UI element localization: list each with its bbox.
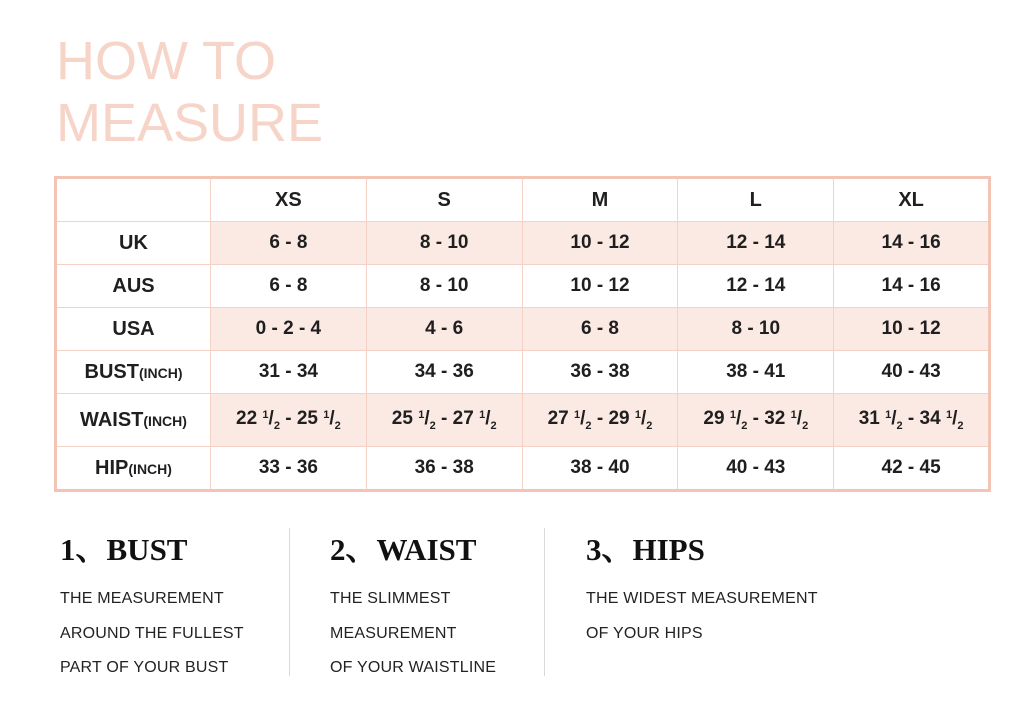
bust-m: 36 - 38 — [522, 351, 678, 394]
waist-range: 31 $^1/_2 - 34$ $^1/_2$ — [858, 408, 964, 432]
bust-l: 38 - 41 — [678, 351, 834, 394]
hips-guide — [586, 530, 818, 651]
row-label-uk: UK — [56, 222, 211, 265]
waist-guide-line: OF YOUR WAISTLINE — [330, 659, 497, 676]
size-header-s: S — [366, 178, 522, 222]
row-label-waist — [56, 394, 211, 447]
aus-xs: 6 - 8 — [211, 265, 367, 308]
hip-label: HIP — [95, 456, 129, 479]
bust-xs: 31 - 34 — [211, 351, 367, 394]
waist-range: 29 $^1/_2 - 32$ $^1/_2$ — [703, 408, 809, 432]
usa-xs: 0 - 2 - 4 — [211, 308, 367, 351]
bust-guide-heading: 1、BUST — [60, 532, 188, 567]
bust-guide-line: AROUND THE FULLEST — [60, 624, 244, 642]
waist-xl — [834, 394, 990, 447]
uk-xl: 14 - 16 — [834, 222, 990, 265]
waist-m — [522, 394, 678, 447]
row-usa — [56, 308, 990, 351]
aus-l: 12 - 14 — [678, 265, 834, 308]
size-header-m: M — [522, 178, 678, 222]
uk-s: 8 - 10 — [366, 222, 522, 265]
size-header-xs: XS — [211, 178, 367, 222]
row-label-bust — [56, 351, 211, 394]
guide-divider — [289, 528, 290, 676]
title-line-1: HOW TO — [56, 31, 277, 91]
bust-label: BUST — [84, 360, 139, 383]
usa-s: 4 - 6 — [366, 308, 522, 351]
row-hip — [56, 447, 990, 491]
usa-xl: 10 - 12 — [834, 308, 990, 351]
bust-s: 34 - 36 — [366, 351, 522, 394]
size-header-row — [56, 178, 990, 222]
bust-guide-line: PART OF YOUR BUST — [60, 659, 229, 676]
waist-range: 25 $^1/_2 - 27$ $^1/_2$ — [391, 408, 497, 432]
page-title — [56, 30, 323, 154]
hip-unit: (INCH) — [128, 460, 172, 477]
size-header-xl: XL — [834, 178, 990, 222]
waist-xs — [211, 394, 367, 447]
row-uk — [56, 222, 990, 265]
waist-guide-line: MEASUREMENT — [330, 624, 457, 642]
uk-m: 10 - 12 — [522, 222, 678, 265]
row-label-usa: USA — [56, 308, 211, 351]
hip-xs: 33 - 36 — [211, 447, 367, 491]
waist-range: 27 $^1/_2 - 29$ $^1/_2$ — [547, 408, 653, 432]
hips-guide-heading: 3、HIPS — [586, 532, 705, 567]
usa-m: 6 - 8 — [522, 308, 678, 351]
row-bust — [56, 351, 990, 394]
waist-guide-line: THE SLIMMEST — [330, 590, 451, 607]
aus-s: 8 - 10 — [366, 265, 522, 308]
uk-l: 12 - 14 — [678, 222, 834, 265]
aus-m: 10 - 12 — [522, 265, 678, 308]
waist-label: WAIST — [80, 408, 144, 431]
waist-guide-heading: 2、WAIST — [330, 532, 477, 567]
size-header-l: L — [678, 178, 834, 222]
uk-xs: 6 - 8 — [211, 222, 367, 265]
waist-s — [366, 394, 522, 447]
hips-guide-line: OF YOUR HIPS — [586, 624, 703, 642]
row-aus — [56, 265, 990, 308]
bust-unit: (INCH) — [138, 364, 183, 381]
row-label-aus: AUS — [56, 265, 211, 308]
waist-range: 22 $^1/_2 - 25$ $^1/_2$ — [236, 408, 341, 432]
corner-cell — [56, 178, 211, 222]
hip-l: 40 - 43 — [678, 447, 834, 491]
waist-l — [678, 394, 834, 447]
waist-unit: (INCH) — [143, 412, 187, 429]
hips-guide-line: THE WIDEST MEASUREMENT — [586, 590, 818, 607]
waist-guide — [330, 530, 496, 686]
hip-s: 36 - 38 — [366, 447, 522, 491]
bust-guide — [60, 530, 244, 686]
hip-m: 38 - 40 — [522, 447, 678, 491]
usa-l: 8 - 10 — [678, 308, 834, 351]
bust-guide-line: THE MEASUREMENT — [60, 590, 224, 607]
size-chart-table — [54, 176, 991, 492]
bust-xl: 40 - 43 — [834, 351, 990, 394]
hip-xl: 42 - 45 — [834, 447, 990, 491]
title-line-2: MEASURE — [56, 93, 324, 153]
guide-divider — [544, 528, 545, 676]
aus-xl: 14 - 16 — [834, 265, 990, 308]
row-label-hip — [56, 447, 211, 491]
row-waist — [56, 394, 990, 447]
